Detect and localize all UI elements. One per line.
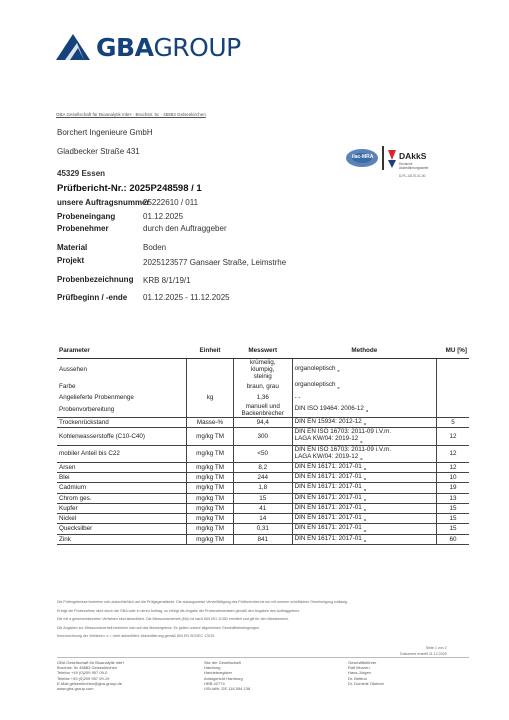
meta-label: Prüfbeginn / -ende xyxy=(57,293,128,302)
value-line: 15 xyxy=(259,494,267,502)
method-text: organoleptisch xyxy=(294,381,336,389)
cell-parameter: Kohlenwasserstoffe (C10-C40) xyxy=(57,428,187,445)
cell-method xyxy=(292,493,436,503)
cell-parameter: Kupfer xyxy=(57,503,187,513)
cell-method xyxy=(292,428,436,445)
accreditation-mark: e xyxy=(337,368,340,374)
recipient-city: 45329 Essen xyxy=(57,169,106,178)
cell-value xyxy=(233,359,292,381)
cell-mu: 10 xyxy=(437,473,469,483)
accreditation-mark: a xyxy=(360,455,363,461)
value-line: 1,8 xyxy=(258,484,268,492)
gba-logo xyxy=(56,30,241,64)
table-row xyxy=(57,534,469,544)
method-text: DIN EN 16171: 2017-01 xyxy=(294,514,362,521)
footer-divider xyxy=(57,657,469,658)
cell-parameter: Aussehen xyxy=(59,366,88,374)
document-date: Dokument erstellt 11.12.2025 xyxy=(400,652,447,656)
disclaimer xyxy=(57,598,469,641)
disclaimer-line: Die Prüfergebnisse beziehen sich ausschließlich auf die Prüfgegenstände. Die auszugsweise Vervielfältigung des Prüfberichtes ist nur mit unserer schriftlichen Genehmigung zulässig. xyxy=(57,600,348,604)
header-value: Messwert xyxy=(233,342,292,359)
accreditation-mark: a xyxy=(365,408,369,414)
method-text: DIN EN 16171: 2017-01 xyxy=(294,524,362,532)
footer-line: Telefax +49 (0)209 957 09-19 xyxy=(57,675,110,681)
method-text-line2: LAGA KW/04: 2019-12 xyxy=(294,435,359,443)
cell-value xyxy=(233,403,292,418)
header-mu: MU [%] xyxy=(437,342,469,359)
accreditation-mark: e xyxy=(337,384,340,390)
cell-parameter: Trockenrückstand xyxy=(57,418,187,428)
table-row xyxy=(57,524,469,534)
cell-unit: mg/kg TM xyxy=(187,514,234,524)
footer-line: HRB 42774 xyxy=(204,680,225,686)
accreditation-mark: a xyxy=(363,537,367,543)
accreditation-mark: a xyxy=(363,527,367,533)
meta-label: Probeneingang xyxy=(57,212,116,221)
value-line: krümelig, xyxy=(249,359,276,367)
footer-line: E-Mail gelsenkirchen@gba-group.de xyxy=(57,680,122,686)
cell-mu: 13 xyxy=(437,493,469,503)
cell-method xyxy=(292,392,436,403)
dakks-label: DAkkS xyxy=(399,151,427,161)
cell-value xyxy=(233,445,292,462)
sender-line: GBA Gesellschaft für Bioanalytik mbH · Bruchstr. 5c · 45883 Gelsenkirchen xyxy=(56,112,206,117)
accreditation-seal xyxy=(344,146,432,190)
table-row xyxy=(57,493,469,503)
logo-text: GBAGROUP xyxy=(96,32,241,62)
cell-parameter: Blei xyxy=(57,473,187,483)
cell-unit xyxy=(187,403,234,418)
cell-unit: Masse-% xyxy=(187,418,234,428)
meta-value: 01.12.2025 - 11.12.2025 xyxy=(143,293,230,302)
cell-mu: 12 xyxy=(437,428,469,445)
value-line: 300 xyxy=(257,432,268,440)
cell-unit: mg/kg TM xyxy=(187,483,234,493)
value-line: 14 xyxy=(259,515,267,523)
value-line: 841 xyxy=(257,535,268,543)
table-row xyxy=(57,514,469,524)
method-text: DIN EN 16171: 2017-01 xyxy=(294,462,362,470)
order-value: 25222610 / 011 xyxy=(143,198,199,207)
method-text: DIN EN 16171: 2017-01 xyxy=(294,473,362,480)
cell-parameter: mobiler Anteil bis C22 xyxy=(57,445,187,462)
cell-mu: 15 xyxy=(437,503,469,513)
cell-method xyxy=(292,534,436,544)
footer-line: USt-IdNr. DE 118 554 138 xyxy=(204,686,251,692)
footer-line: GBA Gesellschaft für Bioanalytik mbH xyxy=(57,660,125,665)
method-text: organoleptisch xyxy=(294,365,336,373)
cell-unit xyxy=(187,359,234,381)
header-unit: Einheit xyxy=(187,342,234,359)
cell-parameter: Zink xyxy=(57,534,187,544)
accreditation-mark: a xyxy=(363,421,367,427)
cell-unit: mg/kg TM xyxy=(187,524,234,534)
accreditation-mark: a xyxy=(363,507,367,512)
cell-method xyxy=(292,445,436,462)
meta-label: Material xyxy=(57,243,88,252)
disclaimer-line: Die Angaben zur Messunsicherheit beziehen sich auf das Messergebnis. Es gelten unsere allgemeinen Geschäftsbedingungen. xyxy=(57,625,260,630)
cell-value xyxy=(233,503,292,513)
page-number: Seite 1 von 2 xyxy=(425,646,447,650)
cell-value xyxy=(233,462,292,472)
table-row xyxy=(57,503,469,513)
cell-method xyxy=(292,473,436,483)
disclaimer-line: Die mit a gekennzeichneten Verfahren sind akkreditiert. Die Messunsicherheit (MU) ist nach DIN ISO 11352 ermittelt und gilt für den Messbereich. xyxy=(57,617,289,622)
method-text: DIN EN ISO 16703: 2011-09 i.V.m. xyxy=(294,445,392,453)
cell-method xyxy=(292,483,436,493)
table-row xyxy=(57,403,469,418)
method-text: DIN EN 16171: 2017-01 xyxy=(294,503,362,511)
cell-method xyxy=(292,462,436,472)
value-line: 94,4 xyxy=(256,419,269,427)
cell-unit: mg/kg TM xyxy=(187,503,234,513)
cell-mu: 15 xyxy=(437,514,469,524)
accreditation-mark: a xyxy=(363,476,367,482)
cell-unit: kg xyxy=(187,392,234,403)
cell-mu: 12 xyxy=(437,445,469,462)
cell-mu: 15 xyxy=(437,524,469,534)
meta-label: Probenehmer xyxy=(57,224,109,233)
cell-unit xyxy=(187,381,234,392)
footer-line: Amtsgericht Hamburg xyxy=(204,675,243,681)
value-line: steinig xyxy=(253,373,272,381)
value-line: 1,36 xyxy=(256,393,269,401)
accreditation-mark: a xyxy=(363,466,367,471)
value-line: klumpig, xyxy=(250,366,275,374)
footer-management xyxy=(348,660,384,686)
cell-parameter: Angelieferte Probenmenge xyxy=(59,393,134,401)
accreditation-mark: a xyxy=(363,517,367,523)
cell-value xyxy=(233,514,292,524)
cell-mu xyxy=(437,381,469,392)
cell-method xyxy=(292,418,436,428)
method-text: DIN EN 16171: 2017-01 xyxy=(294,534,362,542)
cell-mu: 12 xyxy=(437,462,469,472)
cell-parameter: Chrom ges. xyxy=(57,493,187,503)
footer-registration xyxy=(204,660,250,691)
cell-value xyxy=(233,534,292,544)
cell-value xyxy=(233,428,292,445)
recipient-street: Gladbecker Straße 431 xyxy=(57,147,140,156)
footer-company xyxy=(57,660,124,691)
table-row xyxy=(57,381,469,392)
meta-label: Projekt xyxy=(57,256,85,265)
cell-value xyxy=(233,483,292,493)
footer-line: Geschäftsführer xyxy=(348,660,377,665)
cell-mu xyxy=(437,392,469,403)
table-row xyxy=(57,392,469,403)
table-row xyxy=(57,418,469,428)
cell-value xyxy=(233,392,292,403)
cell-method xyxy=(292,503,436,513)
cell-parameter: Quecksilber xyxy=(57,524,187,534)
cell-unit: mg/kg TM xyxy=(187,473,234,483)
footer-line: Bruchstr. 5c 45883 Gelsenkirchen xyxy=(57,665,118,671)
cell-method xyxy=(292,381,436,392)
table-row xyxy=(57,445,469,462)
cell-method xyxy=(292,359,436,381)
table-row xyxy=(57,473,469,483)
footer-line: www.gba-group.com xyxy=(57,686,94,692)
method-text: DIN ISO 19464: 2006-12 xyxy=(294,405,364,413)
table-row xyxy=(57,359,469,381)
cell-unit: mg/kg TM xyxy=(187,493,234,503)
meta-value: 2025123577 Gansaer Straße, Leimstrhe xyxy=(143,258,287,267)
footer-line: Ralf Murzen xyxy=(348,665,370,671)
report-title: Prüfbericht-Nr.: 2025P248598 / 1 xyxy=(57,183,202,194)
footer-line: Dr. Bettina xyxy=(348,675,367,681)
method-text: - - xyxy=(294,393,301,401)
meta-label: Probenbezeichnung xyxy=(57,275,134,284)
value-line: braun, grau xyxy=(246,382,279,390)
cell-value xyxy=(233,418,292,428)
table-row xyxy=(57,483,469,493)
cell-method xyxy=(292,514,436,524)
header-method: Methode xyxy=(292,342,436,359)
meta-value: durch den Auftraggeber xyxy=(143,224,227,233)
cell-parameter: Cadmium xyxy=(57,483,187,493)
cell-parameter: Probenvorbereitung xyxy=(57,403,187,418)
dakks-reg: D-PL-14170-01-00 xyxy=(399,174,426,178)
cell-parameter: Nickel xyxy=(57,514,187,524)
footer-line: Dr. Dominik Obeloer xyxy=(348,680,385,686)
cell-mu: 60 xyxy=(437,534,469,544)
cell-method xyxy=(292,403,436,418)
footer-line: Hamburg xyxy=(204,665,221,671)
meta-value: 01.12.2025 xyxy=(143,212,184,221)
recipient-company: Borchert Ingenieure GmbH xyxy=(57,128,153,137)
accreditation-mark: a xyxy=(363,496,367,502)
cell-value xyxy=(233,493,292,503)
meta-value: KRB 8/1/19/1 xyxy=(143,276,191,285)
cell-unit: mg/kg TM xyxy=(187,428,234,445)
cell-unit: mg/kg TM xyxy=(187,462,234,472)
cell-value xyxy=(233,524,292,534)
ilac-label: ilac-MRA xyxy=(352,154,374,160)
cell-mu xyxy=(437,359,469,381)
table-row xyxy=(57,428,469,445)
value-line: 41 xyxy=(259,504,267,512)
value-line: 244 xyxy=(257,474,268,482)
footer-line: Telefon +49 (0)209 957 09-0 xyxy=(57,670,108,676)
method-text: DIN EN 16171: 2017-01 xyxy=(294,493,362,501)
cell-value xyxy=(233,473,292,483)
value-line: 8,2 xyxy=(258,463,268,471)
meta-value: Boden xyxy=(143,243,167,252)
cell-unit: mg/kg TM xyxy=(187,534,234,544)
value-line: <50 xyxy=(257,450,269,458)
method-text: DIN EN ISO 16703: 2011-09 i.V.m. xyxy=(294,428,392,436)
results-table xyxy=(57,342,469,545)
page-note xyxy=(400,645,447,657)
cell-mu xyxy=(437,403,469,418)
disclaimer-line: Kennzeichnung der Verfahren: e = nicht akkreditiert. Akkreditierung gemäß DIN EN ISO/IEC 17025. xyxy=(57,634,216,639)
cell-parameter: Farbe xyxy=(59,382,76,390)
cell-mu: 19 xyxy=(437,483,469,493)
accreditation-mark: a xyxy=(363,486,367,492)
mountain-logo-icon xyxy=(56,34,90,60)
cell-mu: 5 xyxy=(437,418,469,428)
footer-line: Handelsregister xyxy=(204,670,233,676)
header-parameter: Parameter xyxy=(57,342,187,359)
method-text-line2: LAGA KW/04: 2019-12 xyxy=(294,452,359,460)
table-header-row xyxy=(57,342,469,359)
table-row xyxy=(57,462,469,472)
method-text: DIN EN 15934: 2012-12 xyxy=(294,418,362,425)
cell-method xyxy=(292,524,436,534)
footer-line: Sitz der Gesellschaft xyxy=(204,660,241,665)
order-label: unsere Auftragsnummer xyxy=(57,198,150,207)
results-body xyxy=(57,359,469,545)
accreditation-mark: a xyxy=(360,438,363,444)
cell-parameter: Arsen xyxy=(57,462,187,472)
footer-line: Hans-Jürgen xyxy=(348,670,371,676)
value-line: 0,31 xyxy=(256,525,269,533)
value-line: manuell und xyxy=(245,402,280,410)
method-text: DIN EN 16171: 2017-01 xyxy=(294,483,362,491)
dakks-sub: Deutsche Akkreditierungsstelle xyxy=(399,162,429,170)
value-line: Backenbrecher xyxy=(241,409,284,417)
disclaimer-line: Erfolgt die Probenahme nicht durch die GBA oder in deren Auftrag, so erfolgt die Angabe der Probenahmedaten gemäß den Angaben des Auftraggebers. xyxy=(57,608,301,613)
cell-value xyxy=(233,381,292,392)
cell-unit: mg/kg TM xyxy=(187,445,234,462)
